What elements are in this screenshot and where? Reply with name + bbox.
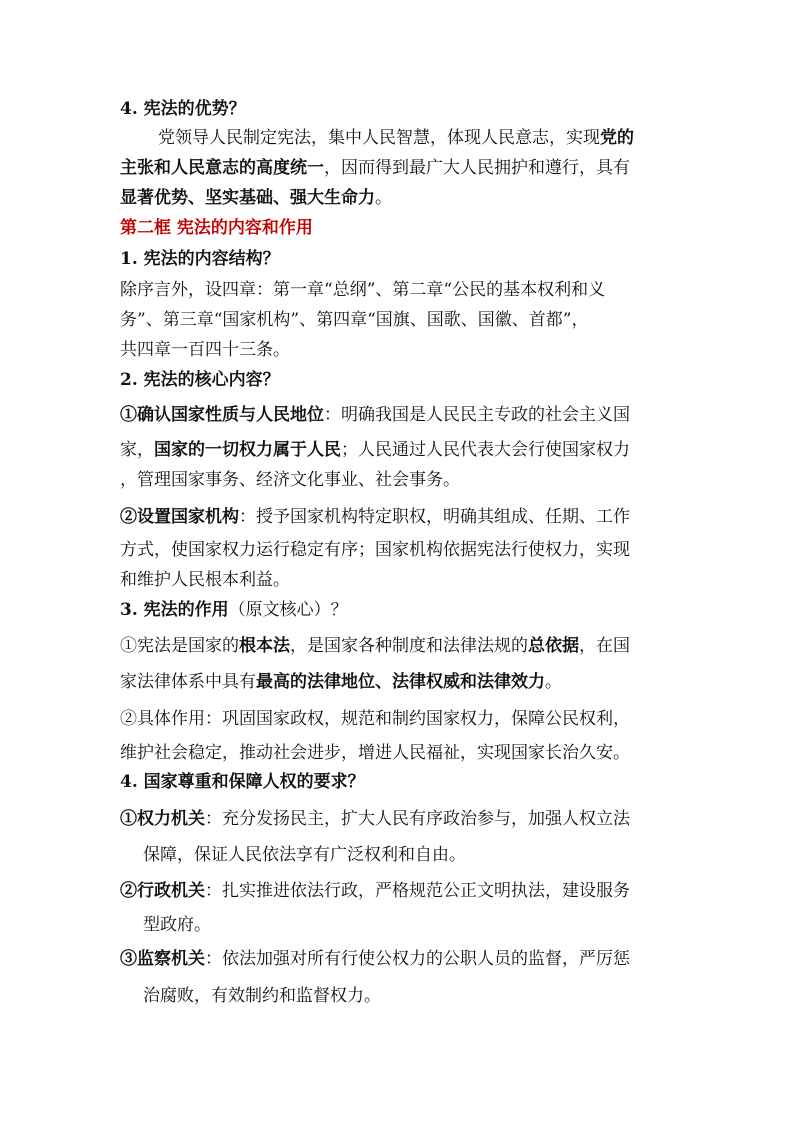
bold-run: ①确认国家性质与人民地位 [120, 405, 324, 425]
question-3-title [120, 599, 348, 621]
section-4-title: 4. 宪法的优势？ [120, 99, 246, 119]
text-run: ，因而得到最广大人民拥护和遵行，具有 [324, 158, 630, 178]
text-run: 家法律体系中具有 [120, 672, 256, 692]
bold-run: 根本法 [239, 636, 290, 656]
bold-run: 最高的法律地位、法律权威和法律效力 [256, 672, 545, 692]
text-run: 。 [545, 672, 562, 692]
bold-run: 显著优势、坚实基础、强大生命力 [120, 188, 375, 208]
question-4-item-2-line-1 [120, 880, 630, 902]
question-2-item-1-line-2 [120, 439, 630, 461]
text-run: ：明确我国是人民民主专政的社会主义国 [324, 405, 630, 425]
bold-run: 党的 [600, 128, 634, 148]
question-4-item-2-line-2: 型政府。 [143, 915, 211, 935]
question-4-item-1-line-2: 保障，保证人民依法享有广泛权利和自由。 [143, 845, 466, 865]
question-1-line-2: 务”、第三章“国家机构”、第四章“国旗、国歌、国徽、首都”， [120, 310, 589, 330]
bold-run: 主张和人民意志的高度统一 [120, 158, 324, 178]
bold-run: ②行政机关 [120, 881, 205, 901]
text-run: 。 [375, 188, 392, 208]
section-4-paragraph-line-1 [158, 127, 634, 149]
question-2-item-2-line-2: 方式，使国家权力运行稳定有序；国家机构依据宪法行使权力，实现 [120, 540, 630, 560]
question-1-line-1: 除序言外，设四章：第一章“总纲”、第二章“公民的基本权利和义 [120, 280, 606, 300]
text-run: （原文核心）？ [228, 600, 348, 620]
question-2-title: 2. 宪法的核心内容？ [120, 370, 280, 390]
text-run: ：充分发扬民主，扩大人民有序政治参与，加强人权立法 [205, 809, 630, 829]
question-2-item-2-line-3: 和维护人民根本利益。 [120, 570, 290, 590]
text-run: ，在国 [579, 636, 630, 656]
text-run: 家， [120, 440, 154, 460]
section-4-paragraph-line-3 [120, 187, 392, 209]
question-1-line-3: 共四章一百四十三条。 [120, 340, 290, 360]
section-4-paragraph-line-2 [120, 157, 630, 179]
text-run: ：扎实推进依法行政，严格规范公正文明执法，建设服务 [205, 881, 630, 901]
question-4-item-3-line-2: 治腐败，有效制约和监督权力。 [143, 986, 381, 1006]
question-4-item-1-line-1 [120, 808, 630, 830]
bold-run: 3. 宪法的作用 [120, 600, 229, 620]
question-2-item-1-line-3: ，管理国家事务、经济文化事业、社会事务。 [120, 470, 460, 490]
text-run: ：依法加强对所有行使公权力的公职人员的监督，严厉惩 [205, 949, 630, 969]
bold-run: 国家的一切权力属于人民 [154, 440, 341, 460]
question-3-item-1-line-2 [120, 671, 562, 693]
text-run: ；人民通过人民代表大会行使国家权力 [341, 440, 630, 460]
question-3-item-2-line-2: 维护社会稳定，推动社会进步，增进人民福祉，实现国家长治久安。 [120, 743, 630, 763]
question-3-item-1-line-1 [120, 635, 630, 657]
text-run: ：授予国家机构特定职权，明确其组成、任期、工作 [239, 507, 630, 527]
frame-2-title: 第二框 宪法的内容和作用 [120, 218, 313, 238]
bold-run: 总依据 [528, 636, 579, 656]
bold-run: ①权力机关 [120, 809, 205, 829]
question-2-item-2-line-1 [120, 506, 630, 528]
question-2-item-1-line-1 [120, 404, 630, 426]
question-3-item-2-line-1: ②具体作用：巩固国家政权，规范和制约国家权力，保障公民权利， [120, 709, 630, 729]
question-4-title: 4. 国家尊重和保障人权的要求？ [120, 772, 365, 792]
question-1-title: 1. 宪法的内容结构？ [120, 249, 280, 269]
bold-run: ②设置国家机构 [120, 507, 239, 527]
text-run: 党领导人民制定宪法，集中人民智慧，体现人民意志，实现 [158, 128, 600, 148]
text-run: ，是国家各种制度和法律法规的 [290, 636, 528, 656]
text-run: ①宪法是国家的 [120, 636, 239, 656]
bold-run: ③监察机关 [120, 949, 205, 969]
question-4-item-3-line-1 [120, 948, 630, 970]
